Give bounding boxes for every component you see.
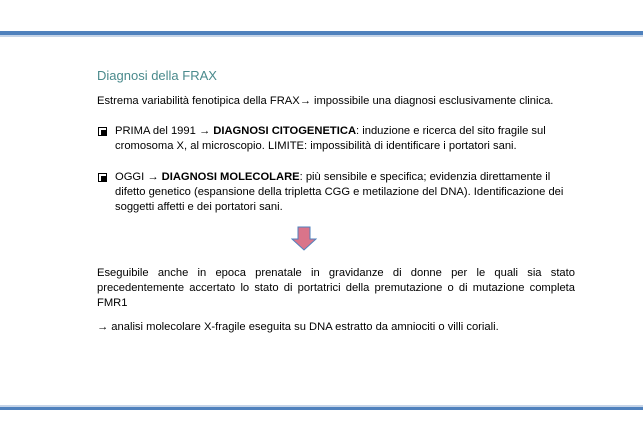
bullet-text: PRIMA del 1991 → DIAGNOSI CITOGENETICA: induzione e ricerca del sito fragile sul cromosoma X, al microscopio. LIMITE: impossibilità di identificare i portatori sani.: [115, 125, 546, 152]
square-bullet-icon: [98, 173, 107, 182]
bullet-text: OGGI → DIAGNOSI MOLECOLARE: più sensibile e specifica; evidenzia direttamente il difetto genetico (espansione della tripletta CGG e metilazione del DNA). Identificazione dei soggetti affetti e dei portatori sani.: [115, 171, 564, 213]
conclusion-text: → analisi molecolare X-fragile eseguita su DNA estratto da amniociti o villi coriali.: [97, 321, 499, 333]
bullet-item-oggi: [98, 170, 568, 215]
down-arrow-icon: [291, 226, 317, 251]
bottom-band: [0, 407, 643, 410]
bullet-item-prima: [98, 124, 568, 154]
prenatal-paragraph: Eseguibile anche in epoca prenatale in gravidanze di donne per le quali sia stato precedentemente accertato lo stato di portatrici della premutazione o di mutazione completa FMR1: [97, 267, 575, 309]
top-band-light: [0, 35, 643, 37]
square-bullet-icon: [98, 127, 107, 136]
intro-text: Estrema variabilità fenotipica della FRAX→ impossibile una diagnosi esclusivamente clinica.: [97, 95, 554, 107]
slide-title: Diagnosi della FRAX: [97, 68, 217, 83]
